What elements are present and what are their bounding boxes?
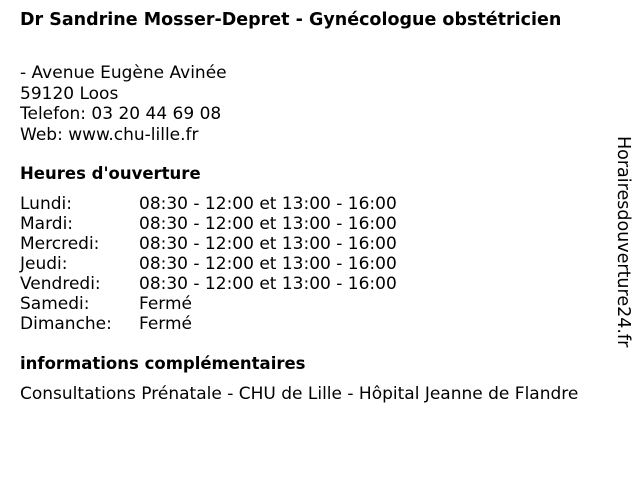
phone-number: Telefon: 03 20 44 69 08 [20, 104, 222, 124]
day-hours: 08:30 - 12:00 et 13:00 - 16:00 [139, 214, 397, 234]
day-label: Vendredi: [20, 274, 101, 294]
day-hours: 08:30 - 12:00 et 13:00 - 16:00 [139, 194, 397, 214]
day-label: Mercredi: [20, 234, 100, 254]
page-title: Dr Sandrine Mosser-Depret - Gynécologue obstétricien [20, 10, 562, 30]
day-label: Jeudi: [20, 254, 68, 274]
day-label: Dimanche: [20, 314, 112, 334]
opening-hours-heading: Heures d'ouverture [20, 164, 201, 183]
additional-info-text: Consultations Prénatale - CHU de Lille - Hôpital Jeanne de Flandre [20, 384, 579, 404]
day-hours: Fermé [139, 294, 193, 314]
day-hours: 08:30 - 12:00 et 13:00 - 16:00 [139, 234, 397, 254]
day-hours: 08:30 - 12:00 et 13:00 - 16:00 [139, 254, 397, 274]
day-label: Lundi: [20, 194, 72, 214]
street-address: - Avenue Eugène Avinée [20, 63, 227, 83]
day-label: Samedi: [20, 294, 90, 314]
city: 59120 Loos [20, 83, 119, 104]
additional-info-heading: informations complémentaires [20, 354, 306, 373]
address-block [20, 63, 227, 145]
site-watermark: Horairesdouverture24.fr [613, 136, 633, 348]
day-hours: Fermé [139, 314, 193, 334]
day-hours: 08:30 - 12:00 et 13:00 - 16:00 [139, 274, 397, 294]
day-label: Mardi: [20, 214, 74, 234]
website: Web: www.chu-lille.fr [20, 124, 199, 145]
